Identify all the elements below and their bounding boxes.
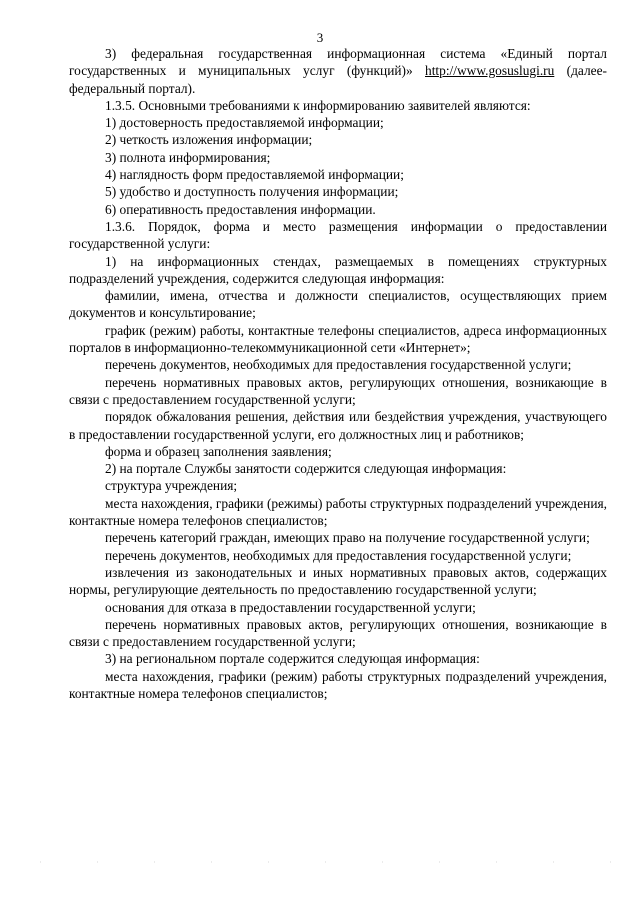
employment-portal-paragraph: 2) на портале Службы занятости содержится следующая информация:: [105, 461, 507, 477]
list-item: перечень категорий граждан, имеющих право на получение государственной услуги;: [105, 530, 590, 546]
list-item: форма и образец заполнения заявления;: [105, 443, 332, 459]
page-number: 3: [316, 30, 324, 45]
list-item: извлечения из законодательных и иных нормативных правовых актов, содержащих нормы, регулирующие деятельность по предоставлению государственной услуги;: [69, 564, 607, 598]
paragraph-text: 3) федеральная государственная информационная система «Единый портал государственных и муниципальных услуг (функций)»: [69, 46, 607, 79]
list-item: места нахождения, графики (режим) работы структурных подразделений учреждения, контактные номера телефонов специалистов;: [69, 668, 607, 701]
requirement-item: 1) достоверность предоставляемой информации;: [105, 115, 384, 131]
paragraph-federal-portal: [69, 45, 607, 97]
list-item: основания для отказа в предоставлении государственной услуги;: [105, 599, 476, 615]
info-stands-paragraph: 1) на информационных стендах, размещаемых в помещениях структурных подразделений учреждения, содержится следующая информация:: [69, 253, 607, 286]
list-item: перечень нормативных правовых актов, регулирующих отношения, возникающие в связи с предоставлением государственной услуги;: [69, 374, 607, 407]
list-item: перечень документов, необходимых для предоставления государственной услуги;: [105, 357, 572, 373]
requirement-item: 4) наглядность форм предоставляемой информации;: [105, 167, 404, 183]
list-item: места нахождения, графики (режимы) работы структурных подразделений учреждения, контактные номера телефонов специалистов;: [69, 495, 607, 529]
requirement-item: 3) полнота информирования;: [105, 149, 271, 165]
requirement-item: 2) четкость изложения информации;: [105, 132, 313, 148]
requirement-item: 5) удобство и доступность получения информации;: [105, 184, 399, 200]
section-1-3-5-heading: 1.3.5. Основными требованиями к информированию заявителей являются:: [105, 97, 531, 113]
list-item: перечень нормативных правовых актов, регулирующих отношения, возникающие в связи с предоставлением государственной услуги;: [69, 616, 607, 650]
document-body: [69, 45, 607, 702]
list-item: график (режим) работы, контактные телефоны специалистов, адреса информационных порталов в информационно-телекоммуникационной сети «Интернет»;: [69, 322, 607, 356]
gosuslugi-link[interactable]: http://www.gosuslugi.ru: [425, 63, 555, 79]
regional-portal-paragraph: 3) на региональном портале содержится следующая информация:: [105, 651, 480, 667]
list-item: порядок обжалования решения, действия или бездействия учреждения, участвующего в предоставлении государственной услуги, его должностных лиц и работников;: [69, 409, 607, 442]
requirement-item: 6) оперативность предоставления информации.: [105, 201, 376, 217]
scan-artifact-line: [0, 861, 640, 863]
list-item: фамилии, имена, отчества и должности специалистов, осуществляющих прием документов и консультирование;: [69, 288, 607, 321]
list-item: структура учреждения;: [105, 478, 238, 494]
section-1-3-6-heading: 1.3.6. Порядок, форма и место размещения информации о предоставлении государственной услуги:: [69, 218, 607, 252]
list-item: перечень документов, необходимых для предоставления государственной услуги;: [105, 547, 572, 563]
paragraph-text: (далее-федеральный портал).: [69, 63, 607, 96]
